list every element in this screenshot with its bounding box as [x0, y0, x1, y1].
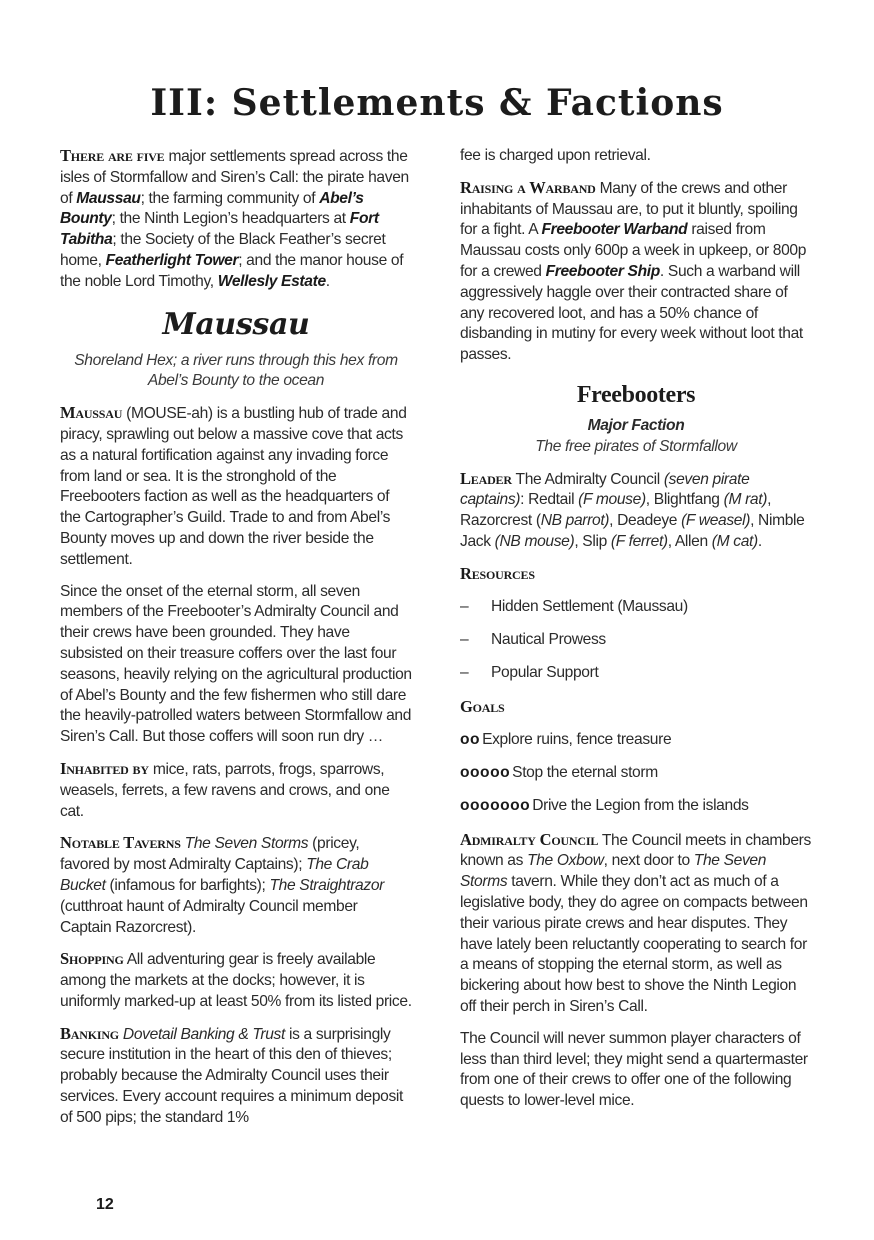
resource-label: Hidden Settlement (Maussau) — [491, 597, 688, 615]
maussau-heading: Maussau — [162, 306, 310, 342]
shopping-text: All adventuring gear is freely available among the markets at the docks; however, it is uniformly marked-up at least 50% from its listed price. — [60, 951, 412, 1010]
warband-text: raised from Maussau costs only 600p a week in upkeep, or 800p for a crewed — [460, 221, 807, 280]
progress-circles-icon: oo — [460, 730, 481, 748]
settlement-maussau: Maussau — [76, 189, 141, 207]
dash-bullet-icon: – — [460, 630, 469, 648]
dash-bullet-icon: – — [460, 597, 469, 615]
progress-circles-icon: ooooooo — [460, 797, 531, 815]
taverns-text: (cutthroat haunt of Admiralty Council member Captain Razorcrest). — [60, 897, 358, 936]
resource-item — [460, 663, 812, 684]
council-lead: Admiralty Council — [460, 829, 599, 849]
leader-note: (seven pirate captains) — [460, 470, 750, 509]
intro-text: ; the Ninth Legion’s headquarters at — [111, 210, 350, 228]
council-place: The Oxbow — [527, 852, 604, 870]
settlement-fort-tabitha: Fort Tabitha — [60, 210, 379, 249]
leader-text: . — [757, 532, 762, 550]
warband-paragraph — [460, 178, 812, 366]
left-column — [60, 146, 412, 1140]
faction-subtitle: The free pirates of Stormfallow — [535, 437, 737, 455]
goal-item — [460, 763, 812, 784]
settlement-featherlight-tower: Featherlight Tower — [105, 251, 239, 269]
intro-paragraph — [60, 146, 412, 293]
intro-text: ; and the manor house of the noble Lord Timothy, — [60, 251, 404, 290]
leader-lead: Leader — [460, 468, 512, 488]
leader-text: , Allen — [667, 532, 712, 550]
resource-item — [460, 597, 812, 618]
leader-paragraph — [460, 469, 812, 553]
intro-text: . — [325, 272, 330, 290]
taverns-paragraph — [60, 833, 412, 938]
freebooter-ship: Freebooter Ship — [545, 262, 660, 280]
inhabited-by-paragraph — [60, 759, 412, 822]
tavern-seven-storms: The Seven Storms — [180, 835, 309, 853]
resources-heading-text: Resources — [460, 563, 535, 583]
resource-label: Nautical Prowess — [491, 630, 606, 648]
dash-bullet-icon: – — [460, 664, 469, 682]
leader-note: (NB mouse) — [494, 532, 575, 550]
shopping-lead: Shopping — [60, 949, 124, 969]
council-text: tavern. While they don’t act as much of a legislative body, they do agree on compacts between their various pirate crews and hear disputes. They have lately been reluctantly cooperating to search for a means of stopping the eternal storm, as well as bickering about how best to shove the Ninth Legion off their perch in Siren’s Call. — [460, 873, 808, 1016]
goal-label: Stop the eternal storm — [512, 763, 658, 781]
storm-paragraph: Since the onset of the eternal storm, all seven members of the Freebooter’s Admiralty Council and their crews have been grounded. They have subsisted on their treasure coffers over the last four seasons, heavily relying on the agricultural production of Abel’s Bounty and the few fishermen who still dare the heavily-patrolled waters between Stormfallow and Siren’s Call. But those coffers will soon run dry … — [60, 582, 412, 746]
inhabited-lead: Inhabited by — [60, 758, 149, 778]
leader-note: (M rat) — [723, 491, 768, 509]
banking-lead: Banking — [60, 1023, 119, 1043]
banking-paragraph — [60, 1024, 412, 1129]
resource-label: Popular Support — [491, 664, 599, 682]
council-text: The Council meets in chambers known as — [460, 831, 811, 870]
shopping-paragraph — [60, 949, 412, 1012]
goal-item — [460, 796, 812, 817]
taverns-text: (infamous for barfights); — [105, 876, 270, 894]
goal-label: Drive the Legion from the islands — [532, 797, 749, 815]
intro-text: ; the farming community of — [140, 189, 320, 207]
tavern-straightrazor: The Straightrazor — [269, 876, 384, 894]
intro-lead: There are five — [60, 146, 165, 165]
leader-text: , Razorcrest ( — [460, 491, 772, 530]
taverns-text: (pricey, favored by most Admiralty Captains); — [60, 835, 360, 874]
inhabited-text: mice, rats, parrots, frogs, sparrows, weasels, ferrets, a few ravens and crows, and one cat. — [60, 760, 390, 820]
right-column — [460, 146, 812, 1123]
leader-note: NB parrot) — [540, 512, 610, 530]
goals-heading-text: Goals — [460, 696, 505, 716]
settlement-wellesly-estate: Wellesly Estate — [217, 272, 326, 290]
resources-heading — [460, 564, 812, 586]
faction-type: Major Faction — [587, 416, 685, 434]
banking-text: is a surprisingly secure institution in the heart of this den of thieves; probably because the Admiralty Council uses their services. Every account requires a minimum deposit of 500 pips; the standard 1% — [60, 1025, 404, 1126]
warband-text: Many of the crews and other inhabitants of Maussau are, to put it bluntly, spoiling for a fight. A — [460, 179, 798, 239]
leader-text: , Nimble Jack — [460, 512, 805, 550]
goals-heading — [460, 697, 812, 719]
chapter-title: III: Settlements & Factions — [150, 82, 724, 125]
leader-text: : Redtail — [520, 491, 579, 509]
freebooter-warband: Freebooter Warband — [541, 221, 688, 239]
settlement-abels-bounty: Abel’s Bounty — [60, 189, 364, 228]
bank-name: Dovetail Banking & Trust — [118, 1025, 285, 1043]
progress-circles-icon: ooooo — [460, 763, 511, 781]
warband-lead: Raising a Warband — [460, 177, 596, 197]
leader-text: , Blightfang — [645, 491, 724, 509]
final-paragraph: The Council will never summon player characters of less than third level; they might send a quartermaster from one of their crews to offer one of the following quests to lower-level mice. — [460, 1029, 808, 1110]
leader-text: , Deadeye — [609, 512, 682, 530]
goal-item — [460, 730, 812, 751]
leader-text: , Slip — [574, 532, 611, 550]
freebooters-heading: Freebooters — [576, 381, 696, 408]
tavern-crab-bucket: The Crab Bucket — [60, 856, 369, 894]
council-paragraph — [460, 830, 812, 1018]
warband-text: . Such a warband will aggressively haggle over their contracted share of any recovered loot, and has a 50% chance of disbanding in mutiny for every week without loot that passes. — [460, 262, 803, 364]
council-text: , next door to — [603, 852, 694, 870]
leader-note: (M cat) — [711, 532, 758, 550]
leader-note: (F ferret) — [610, 532, 668, 550]
leader-text: The Admiralty Council — [511, 470, 664, 488]
maussau-description — [60, 403, 412, 570]
council-place: The Seven Storms — [460, 852, 767, 891]
taverns-lead: Notable Taverns — [60, 833, 181, 853]
intro-text: ; the Society of the Black Feather’s secret home, — [60, 231, 386, 269]
maussau-lead: Maussau — [60, 403, 123, 423]
intro-text: major settlements spread across the isles of Stormfallow and Siren’s Call: the pirate haven of — [60, 148, 409, 207]
leader-note: (F mouse) — [578, 491, 646, 509]
goal-label: Explore ruins, fence treasure — [482, 730, 672, 748]
resource-item — [460, 630, 812, 651]
page-number: 12 — [96, 1196, 114, 1213]
leader-note: (F weasel) — [681, 512, 751, 530]
maussau-text: (MOUSE-ah) is a bustling hub of trade and piracy, sprawling out below a massive cove that acts as a natural fortification against any invading force from land or sea. It is the stronghold of the Freebooters faction as well as the headquarters of the Cartographer’s Guild. Trade to and from Abel’s Bounty moves up and down the river beside the settlement. — [60, 405, 407, 568]
banking-continued: fee is charged upon retrieval. — [460, 147, 651, 164]
maussau-hex-info: Shoreland Hex; a river runs through this hex from Abel’s Bounty to the ocean — [74, 351, 398, 390]
